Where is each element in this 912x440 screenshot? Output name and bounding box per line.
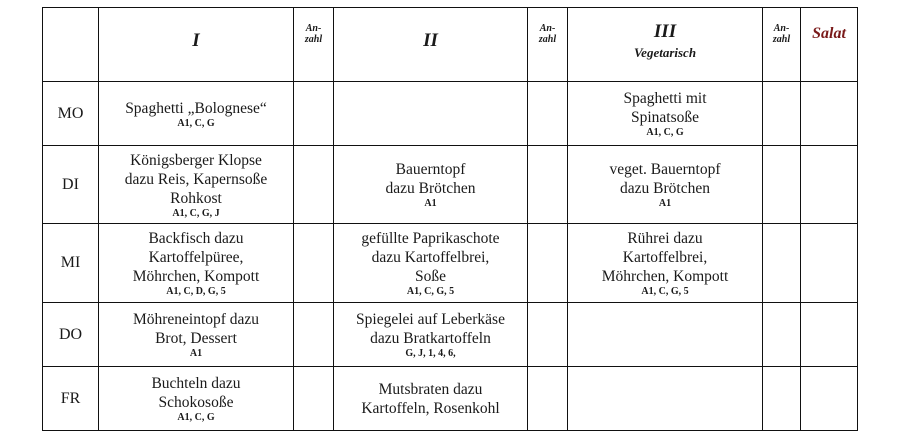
menu-1-cell: [99, 224, 294, 303]
salat-input-cell[interactable]: [801, 224, 858, 303]
menu-2-cell: [334, 82, 528, 146]
header-menu-1: [99, 8, 294, 82]
dish-text: Schokosoße: [158, 394, 234, 411]
dish-text: Rührei dazu: [627, 230, 703, 247]
dish-text: Spaghetti mit: [623, 90, 707, 107]
header-anzahl-3: [763, 8, 801, 82]
salat-input-cell[interactable]: [801, 367, 858, 431]
anzahl-input-cell-2[interactable]: [528, 367, 568, 431]
anzahl-label: An-: [305, 22, 322, 34]
dish-text: Königsberger Klopse: [130, 151, 262, 169]
header-anzahl-2: [528, 8, 568, 82]
anzahl-input-cell-3[interactable]: [763, 303, 801, 367]
anzahl-input-cell-2[interactable]: [528, 146, 568, 224]
anzahl-input-cell-3[interactable]: [763, 146, 801, 224]
menu-3-cell: [568, 146, 763, 224]
allergen-codes: A1, C, G, 5: [406, 286, 455, 297]
header-menu-3: [568, 8, 763, 82]
allergen-codes: A1, C, D, G, 5: [166, 286, 226, 297]
day-cell: DI: [43, 146, 99, 224]
day-cell: DO: [43, 303, 99, 367]
anzahl-input-cell-1[interactable]: [294, 303, 334, 367]
salat-title: Salat: [812, 24, 846, 42]
dish-text: gefüllte Paprikaschote: [361, 230, 500, 247]
anzahl-input-cell-2[interactable]: [528, 224, 568, 303]
dish-text: dazu Reis, Kapernsoße: [124, 170, 268, 188]
allergen-codes: A1, C, G, J: [172, 207, 220, 219]
dish-text: Rohkost: [170, 189, 222, 207]
allergen-codes: A1: [189, 348, 203, 359]
dish-text: dazu Brötchen: [385, 180, 476, 197]
table-row: [43, 146, 858, 224]
day-cell: MO: [43, 82, 99, 146]
day-cell: FR: [43, 367, 99, 431]
anzahl-label: An-: [539, 22, 556, 34]
menu-2-cell: [334, 367, 528, 431]
anzahl-label: zahl: [538, 33, 557, 45]
menu-3-cell: [568, 367, 763, 431]
dish-text: dazu Kartoffelbrei,: [371, 249, 490, 266]
anzahl-label: An-: [773, 22, 790, 34]
menu-3-cell: [568, 303, 763, 367]
dish-text: Brot, Dessert: [155, 330, 237, 347]
menu-1-cell: [99, 303, 294, 367]
weekly-menu-table: [42, 7, 858, 431]
menu-1-cell: [99, 146, 294, 224]
header-menu-2: [334, 8, 528, 82]
table-row: [43, 303, 858, 367]
dish-text: Spaghetti „Bolognese“: [125, 99, 267, 117]
dish-text: Buchteln dazu: [151, 375, 241, 392]
header-day-cell: [43, 8, 99, 82]
menu-2-title: II: [423, 29, 438, 51]
menu-3-subtitle: Vegetarisch: [633, 44, 697, 60]
allergen-codes: A1, C, G: [177, 117, 215, 129]
menu-2-cell: [334, 224, 528, 303]
anzahl-input-cell-3[interactable]: [763, 224, 801, 303]
dish-text: Spinatsoße: [630, 109, 700, 126]
allergen-codes: A1: [424, 198, 437, 209]
dish-text: Kartoffeln, Rosenkohl: [361, 399, 500, 417]
header-salat: [801, 8, 858, 82]
menu-2-cell: [334, 146, 528, 224]
dish-text: veget. Bauerntopf: [609, 161, 721, 178]
dish-text: Möhreneintopf dazu: [132, 311, 260, 328]
anzahl-input-cell-2[interactable]: [528, 303, 568, 367]
dish-text: dazu Brötchen: [620, 180, 710, 197]
header-anzahl-1: [294, 8, 334, 82]
salat-input-cell[interactable]: [801, 303, 858, 367]
dish-text: Mutsbraten dazu: [378, 380, 483, 398]
allergen-codes: A1, C, G: [177, 412, 215, 423]
anzahl-input-cell-1[interactable]: [294, 367, 334, 431]
menu-3-title: III: [653, 20, 677, 42]
salat-input-cell[interactable]: [801, 82, 858, 146]
anzahl-input-cell-2[interactable]: [528, 82, 568, 146]
anzahl-input-cell-1[interactable]: [294, 224, 334, 303]
menu-body: [43, 82, 858, 431]
allergen-codes: A1, C, G: [646, 127, 684, 138]
anzahl-input-cell-1[interactable]: [294, 82, 334, 146]
menu-1-cell: [99, 367, 294, 431]
header-row: [43, 8, 858, 82]
allergen-codes: A1: [658, 198, 672, 209]
dish-text: dazu Bratkartoffeln: [370, 330, 491, 347]
menu-3-cell: [568, 224, 763, 303]
dish-text: Bauerntopf: [395, 161, 466, 178]
allergen-codes: G, J, 1, 4, 6,: [405, 348, 456, 359]
anzahl-label: zahl: [304, 33, 323, 45]
anzahl-input-cell-3[interactable]: [763, 367, 801, 431]
allergen-codes: A1, C, G, 5: [641, 286, 689, 297]
anzahl-input-cell-3[interactable]: [763, 82, 801, 146]
menu-3-cell: [568, 82, 763, 146]
menu-1-cell: [99, 82, 294, 146]
day-cell: MI: [43, 224, 99, 303]
menu-1-title: I: [192, 29, 200, 51]
dish-text: Soße: [415, 268, 446, 285]
table-row: [43, 224, 858, 303]
table-row: [43, 82, 858, 146]
dish-text: Kartoffelpüree,: [148, 249, 244, 266]
dish-text: Möhrchen, Kompott: [132, 268, 260, 285]
menu-2-cell: [334, 303, 528, 367]
dish-text: Spiegelei auf Leberkäse: [356, 311, 505, 328]
dish-text: Kartoffelbrei,: [622, 249, 708, 266]
anzahl-label: zahl: [772, 33, 791, 45]
dish-text: Backfisch dazu: [148, 230, 244, 247]
salat-input-cell[interactable]: [801, 146, 858, 224]
dish-text: Möhrchen, Kompott: [601, 268, 729, 285]
table-row: [43, 367, 858, 431]
anzahl-input-cell-1[interactable]: [294, 146, 334, 224]
